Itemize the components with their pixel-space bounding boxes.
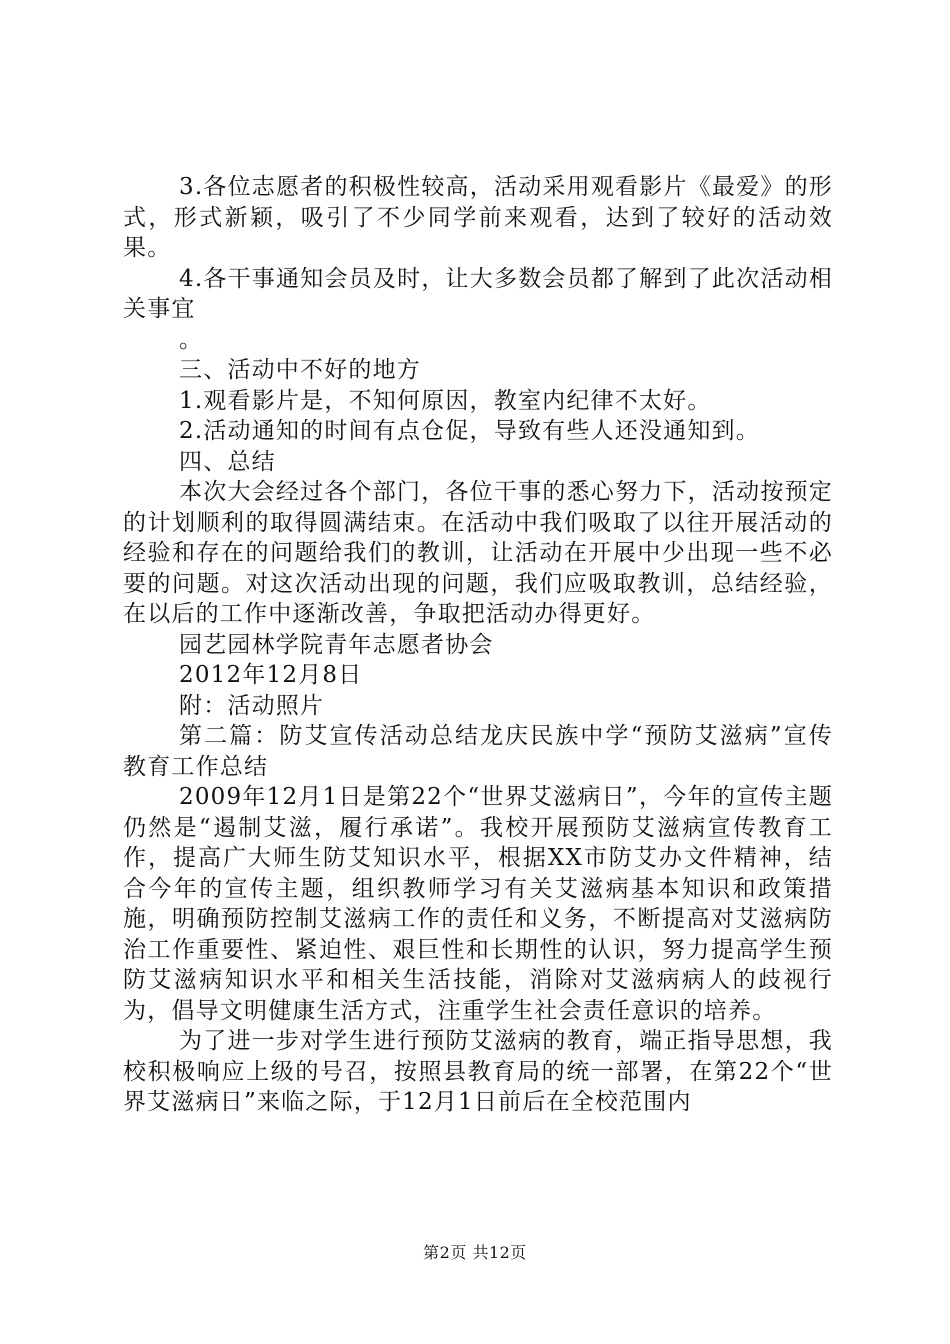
paragraph-issue-2: 2.活动通知的时间有点仓促，导致有些人还没通知到。: [179, 418, 760, 444]
paragraph-item-4: 4.各干事通知会员及时，让大多数会员都了解到了此次活动相关事宜: [123, 265, 833, 322]
section-heading-4: 四、总结: [179, 448, 276, 475]
paragraph-actions: 为了进一步对学生进行预防艾滋病的教育，端正指导思想，我校积极响应上级的号召，按照县教育局的统一部署，在第22个“世界艾滋病日”来临之际，于12月1日前后在全校范围内: [123, 1028, 833, 1115]
chapter-title: 第二篇：防艾宣传活动总结龙庆民族中学“预防艾滋病”宣传教育工作总结: [123, 723, 833, 780]
paragraph-intro: 2009年12月1日是第22个“世界艾滋病日”，今年的宣传主题仍然是“遏制艾滋，履行承诺”。我校开展预防艾滋病宣传教育工作，提高广大师生防艾知识水平，根据XX市防艾办文件精神，结合今年的宣传主题，组织教师学习有关艾滋病基本知识和政策措施，明确预防控制艾滋病工作的责任和义务，不断提高对艾滋病防治工作重要性、紧迫性、艰巨性和长期性的认识，努力提高学生预防艾滋病知识水平和相关生活技能，消除对艾滋病病人的歧视行为，倡导文明健康生活方式，注重学生社会责任意识的培养。: [123, 784, 833, 1024]
document-body: [123, 172, 833, 1118]
paragraph-period: 。: [179, 326, 204, 353]
section-heading-3: 三、活动中不好的地方: [179, 357, 421, 383]
paragraph-item-3: 3.各位志愿者的积极性较高，活动采用观看影片《最爱》的形式，形式新颖，吸引了不少同学前来观看，达到了较好的活动效果。: [123, 174, 833, 261]
signature-organization: 园艺园林学院青年志愿者协会: [179, 631, 494, 658]
paragraph-issue-1: 1.观看影片是，不知何原因，教室内纪律不太好。: [179, 387, 712, 414]
page-number-footer: 第2页 共12页: [423, 1243, 527, 1262]
paragraph-summary: 本次大会经过各个部门，各位干事的悉心努力下，活动按预定的计划顺利的取得圆满结束。在活动中我们吸取了以往开展活动的经验和存在的问题给我们的教训，让活动在开展中少出现一些不必要的问题。对这次活动出现的问题，我们应吸取教训，总结经验，在以后的工作中逐渐改善，争取把活动办得更好。: [123, 479, 833, 627]
attachment-note: 附：活动照片: [179, 692, 325, 719]
signature-date: 2012年12月8日: [179, 662, 363, 688]
